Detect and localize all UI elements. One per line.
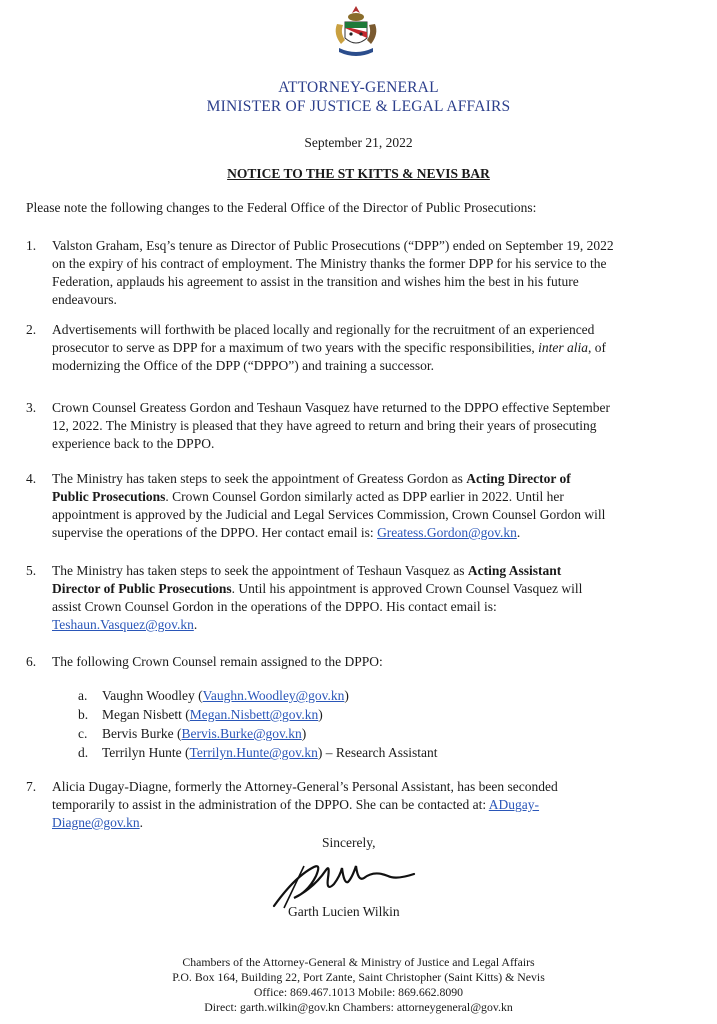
signatory-name: Garth Lucien Wilkin — [288, 904, 400, 919]
counsel-item: c. Bervis Burke (Bervis.Burke@gov.kn) — [78, 726, 307, 741]
gordon-email-link[interactable]: Greatess.Gordon@gov.kn — [377, 525, 517, 540]
woodley-email-link[interactable]: Vaughn.Woodley@gov.kn — [202, 688, 345, 703]
list-item: 6. The following Crown Counsel remain assigned to the DPPO: — [26, 654, 383, 669]
list-item: 1. Valston Graham, Esq’s tenure as Director of Public Prosecutions (“DPP”) ended on September 19, 2022 on the expiry of his contract of employment. The Ministry thanks the former DPP for his service to the Federation, applauds his agreement to assist in the transition and wishes him the best in his future endeavours. — [26, 238, 614, 307]
letterhead — [0, 78, 717, 116]
closing-salutation: Sincerely, — [322, 835, 376, 850]
list-item: 5. The Ministry has taken steps to seek the appointment of Teshaun Vasquez as Acting Assistant Director of Public Prosecutions. Until his appointment is approved Crown Counsel Vasquez will assist Crown Counsel Gordon in the operations of the DPPO. His contact email is: Teshaun.Vasquez@gov.kn. — [26, 563, 583, 632]
letterhead-title: ATTORNEY-GENERAL — [278, 79, 439, 96]
dugay-email-link[interactable]: ADugay- — [488, 797, 540, 812]
list-item: 2. Advertisements will forthwith be placed locally and regionally for the recruitment of an experienced prosecutor to serve as DPP for a maximum of two years with the specific responsibilities, inter alia, of modernizing the Office of the DPP (“DPPO”) and training a successor. — [26, 322, 607, 373]
list-item: 3. Crown Counsel Greatess Gordon and Teshaun Vasquez have returned to the DPPO effective September 12, 2022. The Ministry is pleased that they have agreed to return and bring their years of prosecuting experience back to the DPPO. — [26, 400, 611, 451]
burke-email-link[interactable]: Bervis.Burke@gov.kn — [181, 726, 302, 741]
notice-title: NOTICE TO THE ST KITTS & NEVIS BAR — [227, 166, 490, 181]
handwritten-signature — [264, 848, 424, 912]
letterhead-subtitle: MINISTER OF JUSTICE & LEGAL AFFAIRS — [206, 98, 511, 115]
counsel-item: a. Vaughn Woodley (Vaughn.Woodley@gov.kn) — [78, 688, 349, 703]
counsel-item: b. Megan Nisbett (Megan.Nisbett@gov.kn) — [78, 707, 323, 722]
nisbett-email-link[interactable]: Megan.Nisbett@gov.kn — [189, 707, 319, 722]
vasquez-email-link[interactable]: Teshaun.Vasquez@gov.kn — [52, 617, 194, 632]
list-item: 7. Alicia Dugay-Diagne, formerly the Attorney-General’s Personal Assistant, has been seconded temporarily to assist in the administration of the DPPO. She can be contacted at: ADugay- Diagne@gov.kn. — [26, 779, 558, 830]
footer-address: Chambers of the Attorney-General & Ministry of Justice and Legal Affairs P.O. Box 164, Building 22, Port Zante, Saint Christopher (Saint Kitts) & Nevis Office: 869.467.1013 Mobile: 869.662.8090 Direct: garth.wilkin@gov.kn Chambers: attorneygeneral@gov.kn — [172, 955, 545, 1014]
hunte-email-link[interactable]: Terrilyn.Hunte@gov.kn — [189, 745, 318, 760]
counsel-item: d. Terrilyn Hunte (Terrilyn.Hunte@gov.kn) – Research Assistant — [78, 745, 438, 760]
dugay-email-link-cont[interactable]: Diagne@gov.kn — [52, 815, 140, 830]
intro-paragraph: Please note the following changes to the Federal Office of the Director of Public Prosecutions: — [26, 200, 537, 215]
notice-date: September 21, 2022 — [304, 135, 413, 150]
list-item: 4. The Ministry has taken steps to seek the appointment of Greatess Gordon as Acting Director of Public Prosecutions. Crown Counsel Gordon similarly acted as DPP earlier in 2022. Until her appointment is approved by the Judicial and Legal Services Commission, Crown Counsel Gordon will supervise the operations of the DPPO. Her contact email is: Greatess.Gordon@gov.kn. — [26, 471, 606, 540]
coat-of-arms-icon — [327, 4, 385, 64]
